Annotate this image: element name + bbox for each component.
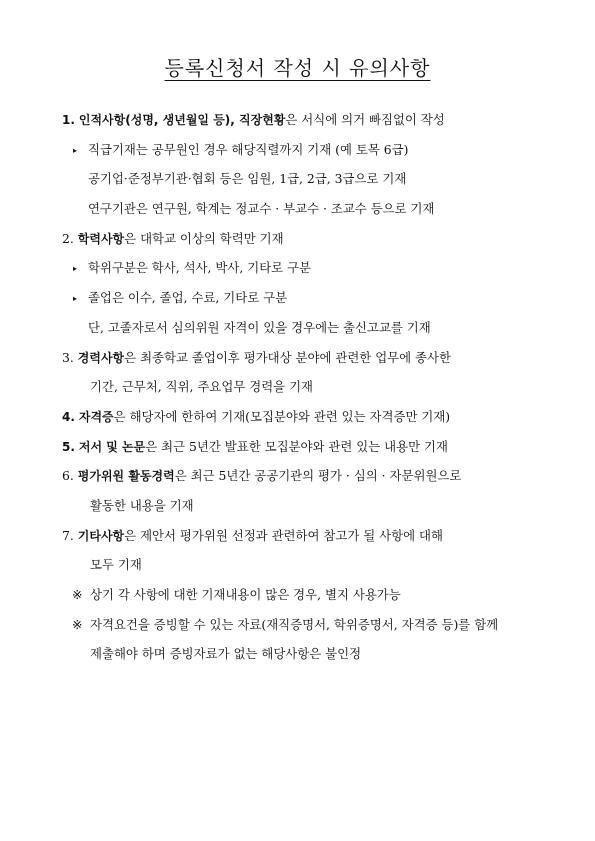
item-7 [62,521,542,551]
bullet-text: 학위구분은 학사, 석사, 박사, 기타로 구분 [88,260,312,276]
item-2 [62,224,542,254]
item-number: 7. [62,527,74,543]
item-5 [62,432,542,462]
bullet-text: 직급기재는 공무원인 경우 해당직렬까지 기재 (예 토목 6급) [88,141,409,157]
item-heading: 자격증 [78,409,114,424]
item-1-cont-1: 공기업·준정부기관·협회 등은 임원, 1급, 2급, 3급으로 기재 [88,171,407,187]
item-number: 1. [62,113,75,127]
item-4 [62,402,542,432]
item-heading: 경력사항 [77,350,125,365]
item-6 [62,461,542,491]
item-1 [62,105,542,135]
item-text: 은 서식에 의거 빠짐없이 작성 [285,112,445,127]
note-2-cont: 제출해야 하며 증빙자료가 없는 해당사항은 불인정 [90,646,362,662]
item-3-cont: 기간, 근무처, 직위, 주요업무 경력을 기재 [90,379,314,395]
item-number: 6. [62,468,74,484]
item-number: 2. [62,230,74,246]
note-1 [62,580,542,610]
item-text: 은 최근 5년간 발표한 모집분야와 관련 있는 내용만 기재 [145,438,448,454]
item-text: 은 대학교 이상의 학력만 기재 [124,230,284,246]
item-2-cont: 단, 고졸자로서 심의위원 자격이 있을 경우에는 출신고교를 기재 [88,319,431,335]
page-title: 등록신청서 작성 시 유의사항 [164,56,431,80]
item-heading: 기타사항 [77,528,125,543]
item-number: 4. [62,409,75,424]
item-2-bullet-1 [62,253,542,283]
item-number: 3. [62,349,74,365]
item-text: 은 제안서 평가위원 선정과 관련하여 참고가 될 사항에 대해 [124,527,443,543]
item-text: 은 해당자에 한하여 기재(모집분야와 관련 있는 자격증만 기재) [113,408,451,424]
reference-mark-icon: ※ [72,587,83,602]
item-heading: 인적사항(성명, 생년월일 등), 직장현황 [78,113,286,127]
item-text: 은 최종학교 졸업이후 평가대상 분야에 관련한 업무에 종사한 [124,349,451,365]
note-text: 자격요건을 증빙할 수 있는 자료(재직증명서, 학위증명서, 자격증 등)를 함께 [90,616,499,632]
item-number: 5. [62,439,75,454]
item-heading: 학력사항 [77,231,125,246]
note-text: 상기 각 사항에 대한 기재내용이 많은 경우, 별지 사용가능 [90,587,401,602]
item-1-cont-2: 연구기관은 연구원, 학계는 정교수 · 부교수 · 조교수 등으로 기재 [88,201,435,217]
item-3 [62,343,542,373]
item-1-bullet [62,135,542,165]
item-7-cont: 모두 기재 [90,557,142,573]
item-6-cont: 활동한 내용을 기재 [90,497,194,513]
item-heading: 저서 및 논문 [78,439,146,454]
reference-mark-icon: ※ [72,616,83,632]
triangle-bullet-icon: ▸ [72,294,77,304]
item-text: 은 최근 5년간 공공기관의 평가 · 심의 · 자문위원으로 [174,468,462,484]
item-heading: 평가위원 활동경력 [77,469,175,484]
bullet-text: 졸업은 이수, 졸업, 수료, 기타로 구분 [88,290,288,306]
item-2-bullet-2 [62,283,542,313]
guideline-list [62,105,542,669]
triangle-bullet-icon: ▸ [72,264,77,274]
triangle-bullet-icon: ▸ [72,145,77,155]
note-2 [62,610,542,640]
